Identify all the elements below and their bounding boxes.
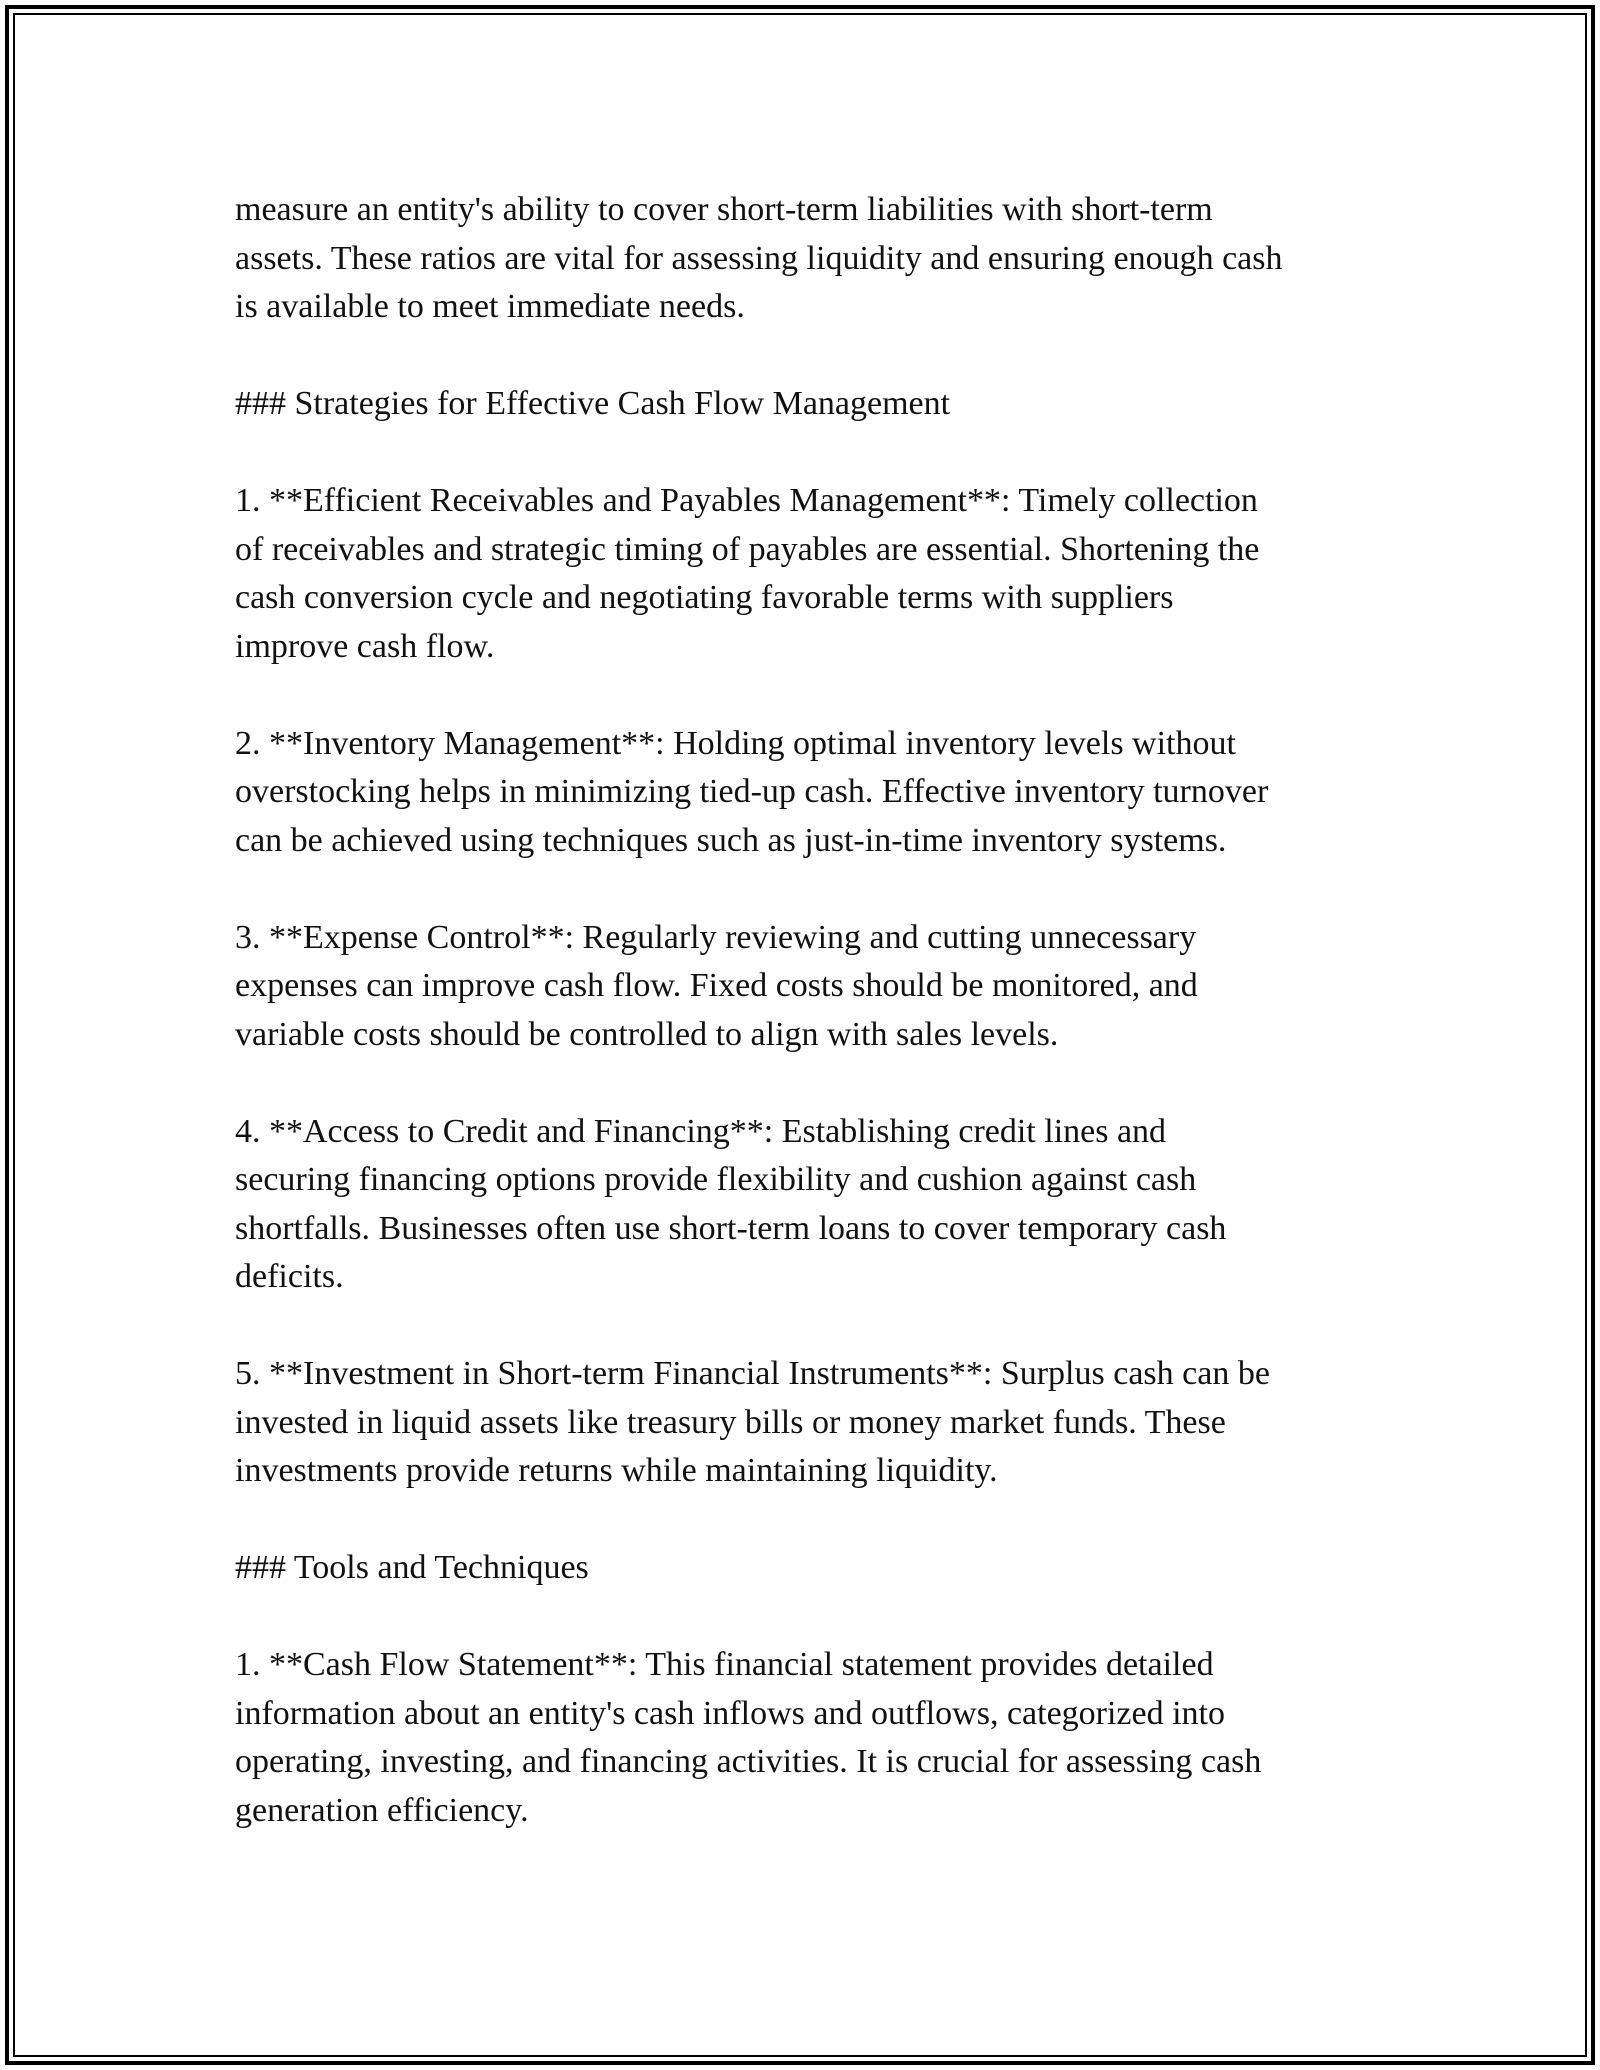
list-item-short-term-investments: 5. **Investment in Short-term Financial Instruments**: Surplus cash can be invested in liquid assets like treasury bills or money market funds. These investments provide returns while maintaining liquidity. <box>235 1355 1270 1489</box>
heading-strategies: ### Strategies for Effective Cash Flow Management <box>235 385 951 422</box>
list-item-credit-financing: 4. **Access to Credit and Financing**: Establishing credit lines and securing financing options provide flexibility and cushion against cash shortfalls. Businesses often use short-term loans to cover temporary cash deficits. <box>235 1112 1227 1295</box>
heading-tools-techniques: ### Tools and Techniques <box>235 1549 589 1586</box>
list-item-cash-flow-statement: 1. **Cash Flow Statement**: This financial statement provides detailed information about an entity's cash inflows and outflows, categorized into operating, investing, and financing activities. It is crucial for assessing cash generation efficiency. <box>235 1646 1262 1829</box>
list-item-inventory-management: 2. **Inventory Management**: Holding optimal inventory levels without overstocking helps in minimizing tied-up cash. Effective inventory turnover can be achieved using techniques such as just-in-time inventory systems. <box>235 724 1269 859</box>
document-body <box>235 186 1375 1835</box>
list-item-receivables-payables: 1. **Efficient Receivables and Payables Management**: Timely collection of receivables and strategic timing of payables are essential. Shortening the cash conversion cycle and negotiating favorable terms with suppliers improve cash flow. <box>235 482 1260 665</box>
paragraph-liquidity-ratios: measure an entity's ability to cover short-term liabilities with short-term assets. These ratios are vital for assessing liquidity and ensuring enough cash is available to meet immediate needs. <box>235 191 1283 325</box>
list-item-expense-control: 3. **Expense Control**: Regularly reviewing and cutting unnecessary expenses can improve cash flow. Fixed costs should be monitored, and variable costs should be controlled to align with sales levels. <box>235 918 1198 1053</box>
